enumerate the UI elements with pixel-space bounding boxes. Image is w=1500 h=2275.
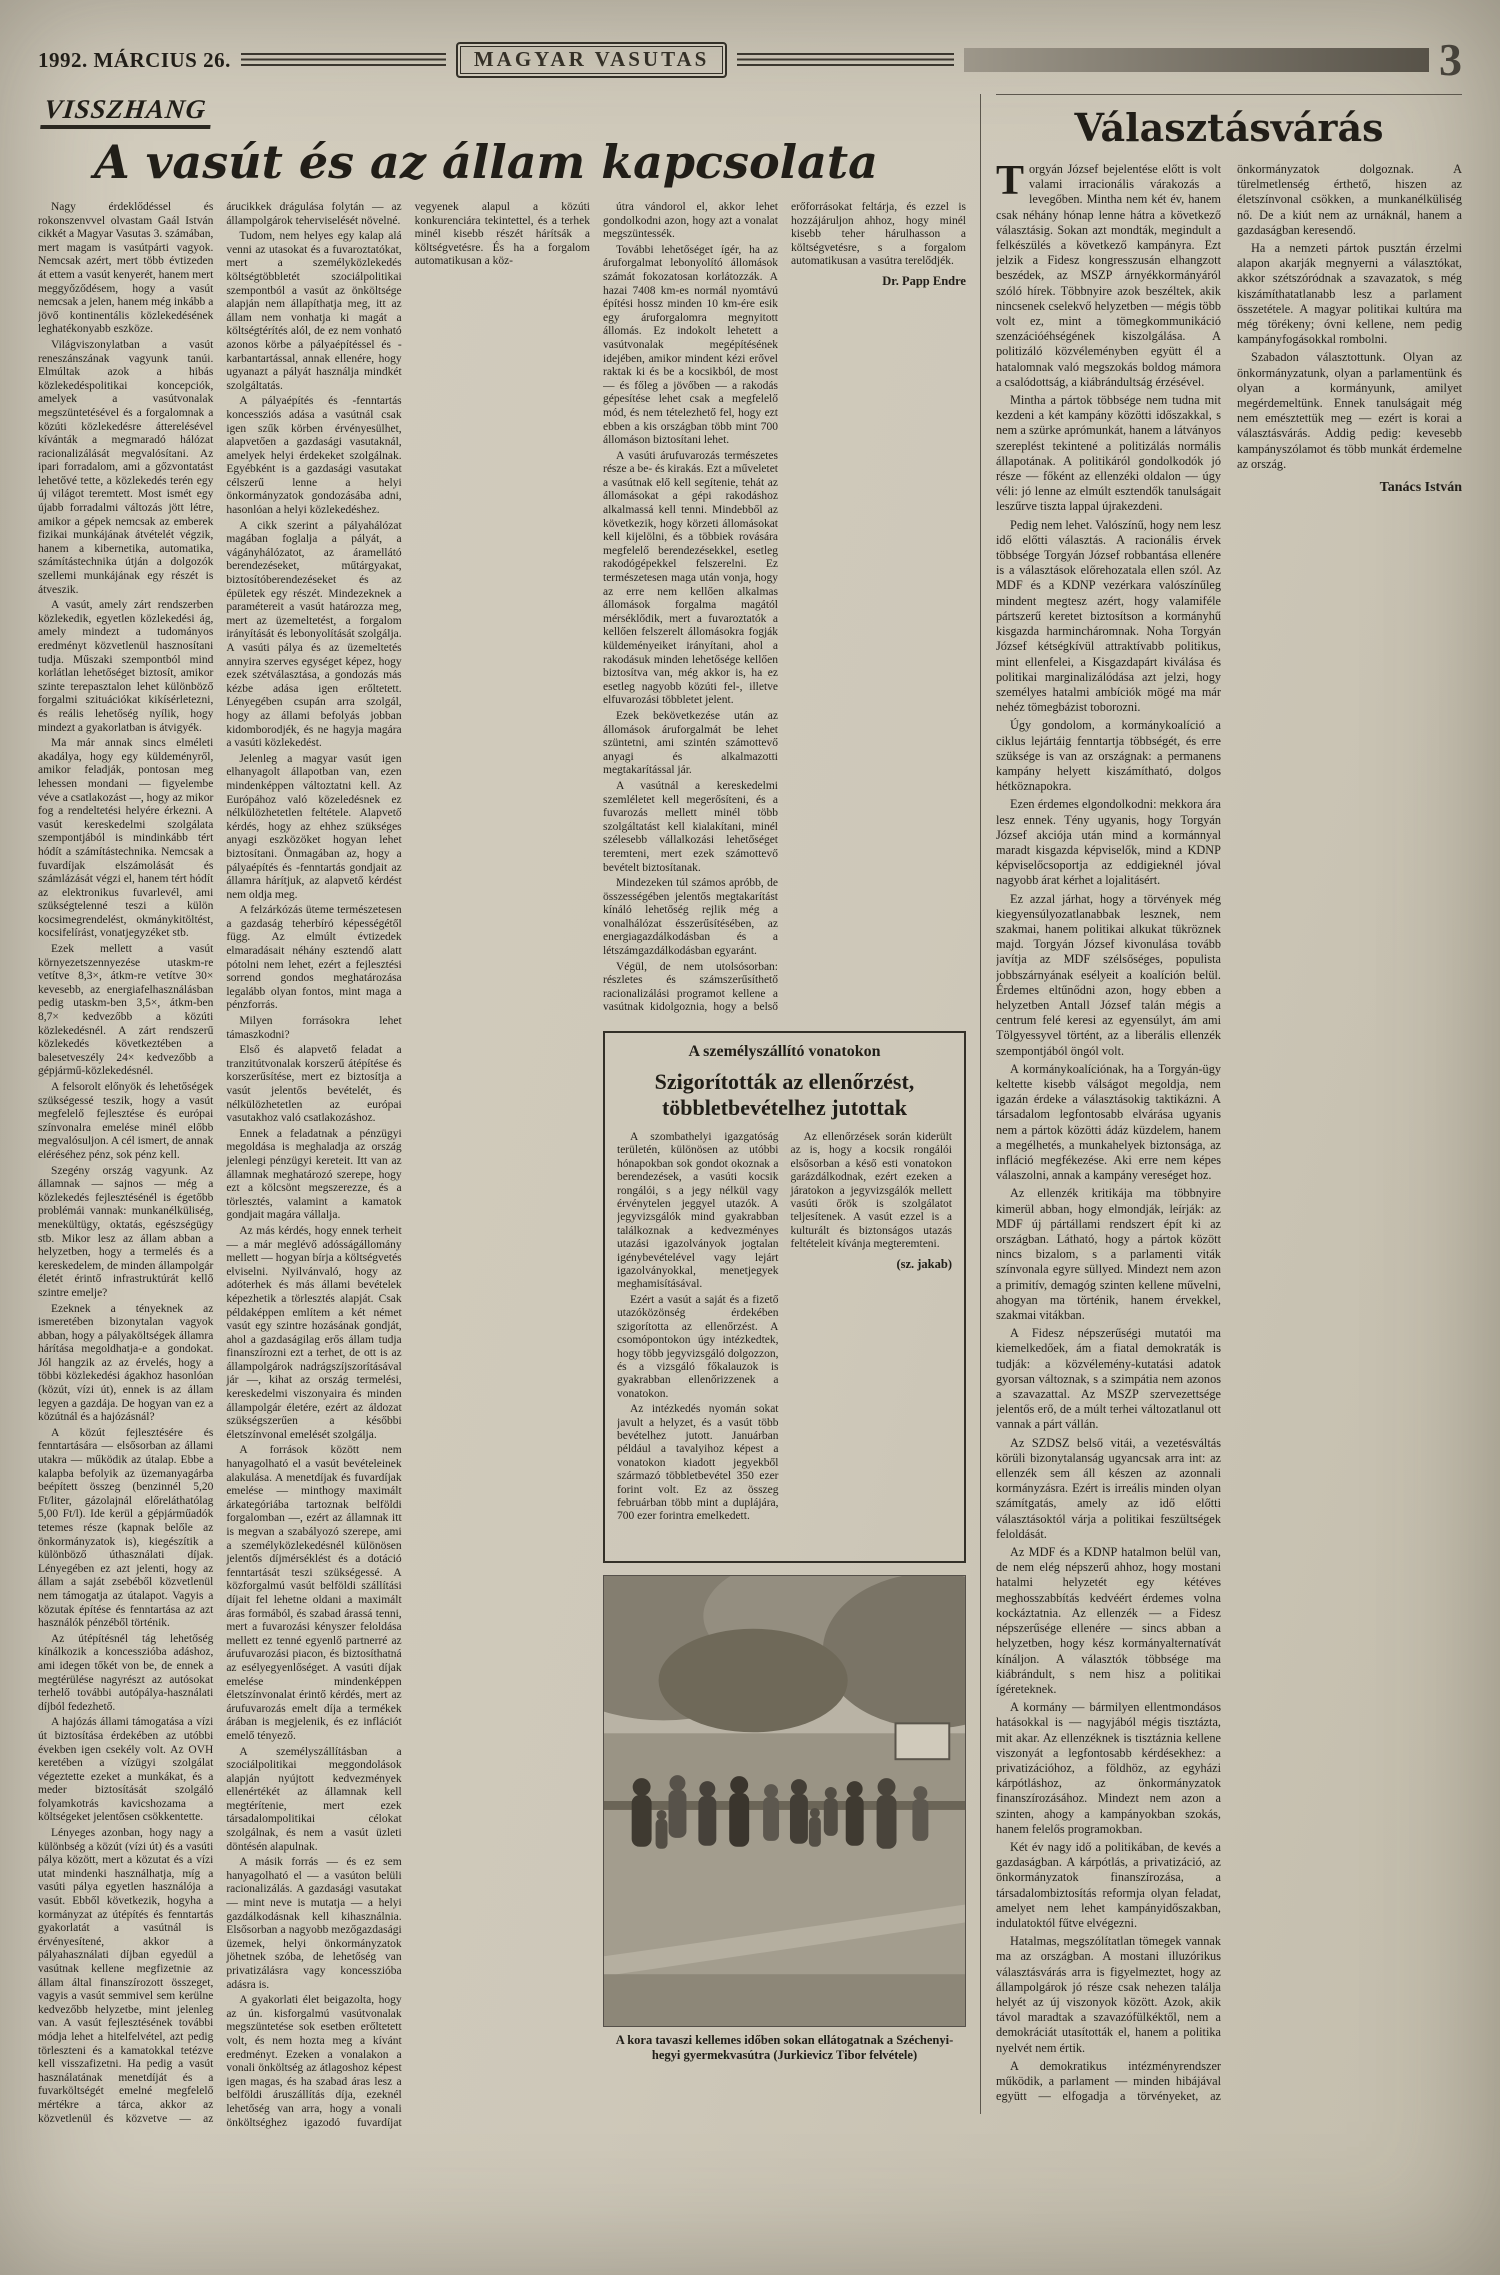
- paragraph: Hatalmas, megszólítatlan tömegek vannak ma az országban. A mostani illuzórikus választásvárás arra is figyelmeztet, hogy az állampolgárok jó része csak nehezen találja helyét az új viszonyok között. Azok, akik távol maradtak a szavazófülkéktől, nem a demokráciát utasították el, hanem a politika nyelvét nem értik.: [996, 1934, 1221, 2055]
- paragraph: Ennek a feladatnak a pénzügyi megoldása is meghaladja az ország jelenlegi pénzügyi kereteit. Itt van az államnak meghatározó szerepe, hogy ezt a kölcsönt megszerezze, és a törlesztés, valamint a kamatok gondjait magára vállalja.: [226, 1127, 402, 1222]
- photo-caption-text: A kora tavaszi kellemes időben sokan ellátogatnak a Széchenyi-hegyi gyermekvasútra: [615, 2033, 954, 2062]
- section-label: VISSZHANG: [40, 94, 214, 129]
- paragraph: Tudom, nem helyes egy kalap alá venni az utasokat és a fuvaroztatókat, mert a személyközlekedés költségtöbbletét szociálpolitikai szempontból a vasút az önköltsége alapján nem állapíthatja meg, itt az állam nem vonhatja ki magát a költségtérítés alól, de ez nem vonható azonos körbe a pályaépítéssel és -karbantartással, annak ellenére, hogy ugyanazt a pályát használja mindkét szolgáltatás.: [226, 230, 402, 392]
- paragraph: A kormány — bármilyen ellentmondásos hatásokkal is — nagyjából mégis tisztázta, mit akar. Az ellenzéknek is tisztáznia kellene viszonyát a legfontosabb kérdésekhez: a privatizációhoz, a földhöz, az egyházi kárpótláshoz, az önkormányzatok finanszírozásához. Mindezt nem azon a szinten, ahogy a kampányokban szokás, hanem felelős programokban.: [996, 1700, 1221, 1836]
- paragraph: A vasútnál a kereskedelmi szemléletet kell megerősíteni, és a fuvarozás mellett minél több szolgáltatást kell kialakítani, minél szélesebb vállalkozási lehetőséget teremteni, mert ezek számottevő bevételt biztosítanak.: [603, 779, 778, 874]
- election-article: [996, 94, 1462, 2264]
- paragraph: Ma már annak sincs elméleti akadálya, hogy egy küldeményről, amikor feladják, pontosan meg lehessen mondani — figyelembe véve a csatlakozást —, hogy az mikor fog a rendeltetési helyére érkezni. A vasút kereskedelmi szolgálata szempontjából is mindinkább tért hódít a számítástechnika. Nemcsak a fuvardíjak elszámolását és számlázását végzi el, hanem tért hódít az elektronikus fuvarlevél, ami szükségtelenné teszi a külön kocsimegrendelést, okmánykitöltést, kocsifelírást, vonatjegyzéket stb.: [38, 737, 214, 940]
- paragraph: A demokratikus intézményrendszer működik, a parlament — minden hibájával együtt — elfogadja a törvényeket, az önkormányzatok dolgoznak. A türelmetlenség érthető, hiszen az életszínvonal csökken, a munkanélküliség nő. De a kiút nem az urnáknál, hanem a gazdaságban keresendő.: [996, 162, 1462, 2104]
- paragraph: A közút fejlesztésére és fenntartására — elsősorban az állami utakra — működik az útalap. Ebbe a kalapba befolyik az üzemanyagárba beépített összeg (benzinnél 5,20 Ft/liter, gázolajnál előreláthatólag 5,00 Ft/l). Ide kerül a gépjárműadók tetemes része (kapnak belőle az önkormányzatok is), kiegészítik a különböző úthasználati díjak. Lényegében ez azt jelenti, hogy az állam a saját zsebéből közvetlenül nem támogatja az útalapot. Vagyis a közutak építése és fenntartása az azt használók pénzéből történik.: [38, 1426, 214, 1630]
- paragraph: Torgyán József bejelentése előtt is volt valami irracionális várakozás a levegőben. Mintha nem két év, hanem csak néhány hónap lenne hátra a következő választásig. Sokan azt mondták, megindult a felkészülés a következő kampányra. Ezt jelzik a Fidesz kongresszusán elhangzott beszédek, az MSZP árnyékkormányáról szóló hírek. Többnyire azok beszéltek, akik nincsenek cselekvő helyzetben — mégis több volt ez, mint a tömegkommunikáció szenzációéhségének kiszolgálása. A politizáló közvéleményben együtt él a hatalomnak való megszokás boldog mámora a csalódottság, a kiábrándultság érzésével.: [996, 162, 1221, 389]
- inspection-text: [617, 1131, 952, 1539]
- paragraph: Két év nagy idő a politikában, de kevés a gazdaságban. A kárpótlás, a privatizáció, az önkormányzatok finanszírozása, a társadalombiztosítás reformja olyan feladat, amelyet nem lehet kampányidőszakban, indulatoktól fűtve elvégezni.: [996, 1839, 1221, 1930]
- paragraph: Szegény ország vagyunk. Az államnak — sajnos — még a közlekedés fejlesztésénél is égetőbb problémái vannak: munkanélküliség, menekültügy, oktatás, egészségügy stb. Mikor lesz az állam abban a helyzetben, hogy a termelés és a kereskedelem, de minden állampolgár életét érintő infrastruktúrát kellő szintre emelje?: [38, 1164, 214, 1299]
- paragraph: Jelenleg a magyar vasút igen elhanyagolt állapotban van, ezen mindenképpen változtatni kell. Az Európához való közeledésnek ez nélkülözhetetlen feltétele. Alapvető kérdés, hogy az ehhez szükséges anyagi eszközöket hogyan lehet biztosítani. Önmagában az, hogy a pályaépítés és -fenntartás gondjait az államra hárítjuk, az alapvető kérdést nem oldja meg.: [226, 752, 402, 901]
- election-text: [996, 162, 1462, 2107]
- paragraph: Mindezeken túl számos apróbb, de összességében jelentős megtakarítást kínáló lehetőség rejlik még a vonalhálózat ésszerűsítésében, az energiagazdálkodásban és a létszámgazdálkodásban egyaránt.: [603, 877, 778, 958]
- paragraph: Milyen forrásokra lehet támaszkodni?: [226, 1015, 402, 1041]
- paragraph: A gyakorlati élet beigazolta, hogy az ún. kisforgalmú vasútvonalak megszüntetése sok esetben erőltetett volt, és nem hozta meg a kívánt eredményt. Ezeken a vonalakon a vonali önköltség az átlagoshoz képest igen magas, és ha szabad áras lesz a belföldi áruszállítás díja, ezeknél lehetőség van arra, hogy a vonali önköltséghez igazodó fuvardíjat vegyenek alapul a közúti konkurenciára tekintettel, és a terhek minél kisebb részét hárítsák a költségvetésre. És ha a forgalom automatikusan a köz-: [226, 201, 590, 2129]
- paragraph: Pedig nem lehet. Valószínű, hogy nem lesz idő előtti választás. A racionális érvek többsége Torgyán József robbantása ellenére is a választások előrehozatala ellen szól. Az MDF és a KDNP vezérkara valószínűleg mindent megtesz azért, hogy valamiféle pártszerű keretet biztosítson a kormányhű kisgazda harmincháromnak. Noha Torgyán József kétségkívül attraktívabb politikus, mint ellenfelei, a Kisgazdapárt kiválása és politikai marginalizálódása azt jelzi, hogy személyes hatalmi ambíciók mögé ma már nehéz tömegbázist toborozni.: [996, 517, 1221, 715]
- paragraph: A személyszállításban a szociálpolitikai meggondolások alapján nyújtott kedvezmények ellenértékét az államnak kell megtérítenie, mert ezek társadalompolitikai célokat szolgálnak, és nem a vasút üzleti döntésén alapulnak.: [226, 1745, 402, 1853]
- paragraph: A vasúti árufuvarozás természetes része a be- és kirakás. Ezt a műveletet a vasútnak elő kell segítenie, tehát az állomásokat a gépi rakodáshoz alkalmassá kell tenni. Mindebből az következik, hogy körzeti állomásokat kell kijelölni, és a többiek rovására megfelelő berendezésekkel, esetleg rakodógépekkel felszerelni. Ez természetesen maga után vonja, hogy az erre nem kellően alkalmas állomások forgalma magától mérséklődik, mert a fuvaroztatók a kellően felszerelt állomásokra fogják küldeményeiket irányítani, ahol a rakodásuk minden lehetősége kellően biztosítva van, még akkor is, ha ez esetleg nagyobb közúti fel-, illetve elfuvarozási többletet jelent.: [603, 449, 778, 707]
- paragraph: A Fidesz népszerűségi mutatói ma kiemelkedőek, ám a fiatal demokraták is tudják: a közvélemény-kutatási adatok gyorsan változnak, s a szimpátia nem azonos a szavazattal. Az MSZP szervezettsége jelentős erő, de a múlt terhei változatlanul ott vannak a párt vállán.: [996, 1326, 1221, 1432]
- header-bar: [964, 48, 1429, 72]
- paragraph: Nagy érdeklődéssel és rokonszenvvel olvastam Gaál István cikkét a Magyar Vasutas 3. számában, mert magam is vasútpárti vagyok. Nemcsak azért, mert több évtizeden át ettem a vasút kenyerét, hanem mert meggyőződésem, hogy a vasút nemcsak a jelen, hanem még inkább a jövő kontinentális közlekedésének leghatékonyabb eszköze.: [38, 201, 214, 336]
- paragraph: A vasút, amely zárt rendszerben közlekedik, egyetlen közlekedési ág, amely mindezt a tudományos eredményt közvetlenül hasznosítani tudja. Műszaki szempontból mind korlátlan lehetőséget biztosít, amikor szinte terepasztalon lehet különböző forgalmi szituációkat kikísérletezni, és reális lehetőség nyílik, hogy mindezt a gyakorlatban is átvigyék.: [38, 599, 214, 734]
- main-article-title: A vasút és az állam kapcsolata: [94, 135, 878, 189]
- paragraph: útra vándorol el, akkor lehet gondolkodni azon, hogy azt a vonalat megszüntessék.: [603, 201, 778, 241]
- inspection-article: [603, 1031, 966, 1563]
- photo-caption: [603, 2033, 966, 2063]
- page-content: [38, 94, 1462, 2264]
- paragraph: A források között nem hanyagolható el a vasút bevételeinek alakulása. A menetdíjak és fuvardíjak emelése — minthogy maximált árkategóriába tartoznak belföldi forgalomban —, ezért az államnak itt is megvan a szabályozó szerepe, ami a személyközlekedésnél különösen jelentős díjmérséklést és a dotáció fenntartását teszi szükségessé. A közforgalmú vasút belföldi szállítási díjait fel lehetne oldani a maximált áras formából, és szabad árassá tenni, mert a fuvarozási kényszer feloldása mellett ez tenné egyenlő partnerré az árufuvarozási piacon, és biztosíthatná az esélyegyenlőséget. A vasúti díjak emelése mindenképpen életszínvonalat érintő kérdés, mert az árufuvarozás emelt díja a termékek árában is megjelenik, és ez inflációt emelő tényező.: [226, 1444, 402, 1742]
- page-header: [38, 36, 1462, 84]
- paragraph: Az ellenzék kritikája ma többnyire kimerül abban, hogy elmondják, leírják: az MDF új pártállami rendszert épít ki az országban. Látható, hogy a pártok között nincs bizalom, s a parlamenti viták színvonala egyre süllyed. Mindezt nem azon a primitív, demagóg szinten kellene művelni, ahogyan ma történik, hanem érvekkel, szakmai vitákban.: [996, 1186, 1221, 1323]
- paragraph: Ha a nemzeti pártok pusztán érzelmi alapon akarják megnyerni a választókat, akkor szétszóródnak a szavazatok, s még kiszámíthatatlanabb lesz a parlament összetétele. A magyar politikai kultúra ma még törékeny; óvni kellene, nem pedig kampányfogásokkal rombolni.: [1237, 241, 1462, 347]
- paragraph: Az intézkedés nyomán sokat javult a helyzet, és a vasút több bevételhez jutott. Januárban például a tavalyihoz képest a vonatokon kiadott jegyekből származó többletbevétel 350 ezer forint volt. Ez az összeg februárban több mint a duplájára, 700 ezer forintra emelkedett.: [617, 1403, 779, 1523]
- paragraph: A pályaépítés és -fenntartás koncessziós adása a vasútnál csak igen szűk körben érvényesülhet, alapvetően a gazdasági vasutaknál, amelyek helyi érdekeket szolgálnak. Egyébként is a gazdasági vasutakat célszerű lenne a helyi önkormányzatok gondozásába adni, hasonlóan a helyi közlekedéshez.: [226, 395, 402, 517]
- issue-date: 1992. MÁRCIUS 26.: [38, 47, 231, 72]
- paragraph: A szombathelyi igazgatóság területén, különösen az utóbbi hónapokban sok gondot okoznak a berendezések, a vasúti kocsik rongálói, s a jegy nélkül vagy érvénytelen jeggyel utazók. A jegyvizsgálók mind gyakrabban találkoznak a kedvezményes utazási igazolványok jogtalan igénybevételével vagy lejárt igazolványokkal, menetjegyek meghamisításával.: [617, 1131, 779, 1291]
- paragraph: Ezért a vasút a saját és a fizető utazóközönség érdekében szigorította az ellenőrzést. A csomópontokon úgy intézkedtek, hogy több jegyvizsgáló dolgozzon, és a vizsgáló főkalauzok is gyakrabban ellenőrizzenek a vonatokon.: [617, 1293, 779, 1400]
- paragraph: A kormánykoalíciónak, ha a Torgyán-ügy keltette kisebb válságot megoldja, nem igazán érdeke a választásokig taktikázni. A társadalom legfontosabb elvárása ugyanis nem a pártok közötti ádáz küzdelem, hanem a megélhetés, a munkahelyek biztonsága, az infláció megfékezése. Aki erre nem képes válaszolni, annak a kampány vereséget hoz.: [996, 1061, 1221, 1183]
- main-article: [38, 94, 966, 2264]
- paragraph: További lehetőséget ígér, ha az áruforgalmat lebonyolító állomások számát fokozatosan korlátozzák. A hazai 7408 km-es normál nyomtávú építési hossz minden 10 km-ére esik egy áruforgalomra megnyitott állomás. Ez indokolt lehetett a vasútvonalak megépítésének idejében, amikor mindent kézi erővel raktak ki és be a kocsikból, de most — és főleg a jövőben — a rakodás gépesítése lehet csak a megfelelő mód, és nem tételezhető fel, hogy ezt ebben a kis országban több mint 700 állomáson biztosítani lehet.: [603, 243, 778, 447]
- paragraph: Lényeges azonban, hogy nagy a különbség a közút (vízi út) és a vasúti pálya között, mert a közutat és a vízi utat mindenki használhatja, míg a vasúti pálya egyetlen használója a vasút. Ebből következik, hogyha a kormányzat az útépítés és fenntartás gyakorlatát a vasútnál is érvényesítené, akkor a pályahasználati díjban egyedül a vasútnak kellene megfizetnie az állam által finanszírozott összeget, vagyis a vasút semmivel sem kerülne kedvezőbb helyzetbe, mint jelenleg van. A vasút fejlesztésének további módja lehet a hitelfelvétel, azt pedig törleszteni és a kamatokkal tetézve kell visszafizetni. Ha pedig a vasút használatának menetdíját és a fuvarköltségét emelné megfelelő mértékre a tárca, akkor az közvetlenül és közvetve — az árucikkek drágulása folytán — az állampolgárok teherviselését növelné.: [38, 201, 402, 2125]
- paragraph: Ezeknek a tényeknek az ismeretében bizonytalan vagyok abban, hogy a pályaköltségek államra hárítása megoldhatja-e a gondokat. Jól hangzik az az érvelés, hogy a többi közlekedési ágakhoz hasonlóan (közút, vízi út), ennek is az állam legyen a gazdája. De hogyan van ez a közútnál és a hajózásnál?: [38, 1302, 214, 1424]
- paragraph: Világviszonylatban a vasút reneszánszának vagyunk tanúi. Elmúltak azok a hibás közlekedéspolitikai koncepciók, amelyek a vasútvonalak megszüntetésével és a forgalomnak a közúti közlekedésre átterelésével kívánták a megmaradó hálózat racionalizálását megvalósítani. Az ipari forradalom, ami a gőzvontatást lehetővé tette, a közlekedés terén egy új világot teremtett. Most ismét egy újabb forradalmi változás jött létre, amikor a gépek nemcsak az emberek fizikai munkájának átvételét végzik, hanem a kibernetika, automatika, számítástechnika útján a dolgozók szellemi munkájának egy részét is átveszik.: [38, 338, 214, 596]
- main-article-right-area: [603, 201, 966, 2131]
- header-stripes-right: [737, 53, 954, 67]
- inspection-columns: [617, 1131, 952, 1539]
- paragraph: Ez azzal járhat, hogy a törvények még kiegyensúlyozatlanabbak lesznek, nem szakmai, hanem politikai alkukat tükröznek majd. Torgyán József kivonulása tovább javítja az MDF szélsőséges, populista jobbszárnyának esélyeit a koalíción belül. Érdemes eltűnődni azon, hogy ebben a helyzetben Antall József talán mégis a centrum felé keresi az egyensúlyt, ám ami Tölgyessyvel történt, az a liberális ellenzék szempontjából öngól volt.: [996, 891, 1221, 1058]
- paragraph: Az SZDSZ belső vitái, a vezetésváltás körüli bizonytalanság ugyancsak arra int: az ellenzék sem áll készen az azonnali kormányzásra. Ezért is irreális minden olyan számítgatás, amely az idő előtti választásoktól várja a politikai feszültségek feloldását.: [996, 1435, 1221, 1541]
- election-columns: [996, 162, 1462, 2107]
- paragraph: A másik forrás — és ez sem hanyagolható el — a vasúton belüli racionalizálás. A gazdasági vasutakat — mint neve is mutatja — a helyi gazdálkodásnak kell kihasználnia. Elsősorban a nagyobb mezőgazdasági üzemek, helyi önkormányzatok jöhetnek szóba, de lehetőség van privatizálásra vagy koncesszióba adásra is.: [226, 1856, 402, 1991]
- page-number: 3: [1439, 34, 1462, 86]
- paragraph: Mintha a pártok többsége nem tudna mit kezdeni a két kampány közötti időszakkal, s nem a szürke aprómunkát, hanem a látványos szereplést tekintené a politizálás normális állapotának. A politikáról gondolkodók jó része — főként az ellenzéki oldalon — úgy véli: jó lenne az elmúlt esztendők tanulságait leszűrve tiszta lappal újrakezdeni.: [996, 393, 1221, 514]
- inspection-kicker: A személyszállító vonatokon: [688, 1043, 881, 1060]
- inspection-title: Szigorították az ellenőrzést, többletbevételhez jutottak: [654, 1069, 915, 1120]
- main-article-part2-text: [603, 201, 966, 1019]
- paragraph: Az más kérdés, hogy ennek terheit — a már meglévő adósságállomány mellett — hogyan bírja a költségvetés elviselni. Nyilvánvaló, hogy az adóterhek és más állami bevételek képezhetik a törlesztés alapját. Csak példaképpen említem a két német vasút egy szintre hozásának gondját, ahol a gazdaságilag erős állam tudja finanszírozni ezt a terhet, de ott is az állampolgárok nadrágszíjszorításával jár —, kihat az ország termelési, kereskedelmi viszonyaira és minden állampolgár életére, ezért az áldozat szükségszerűen a későbbi életszínvonal emelését szolgálja.: [226, 1224, 402, 1441]
- column-divider: [980, 94, 981, 2114]
- paragraph: Első és alapvető feladat a tranzitútvonalak korszerű átépítése és korszerűsítése, mert ez biztosítja a vasút jelentős bevételét, és nélkülözhetetlen az európai vasutakhoz való csatlakozáshoz.: [226, 1044, 402, 1125]
- photo-credit: (Jurkievicz Tibor felvétele): [773, 2048, 918, 2062]
- photo: [603, 1575, 966, 2027]
- paragraph: A felsorolt előnyök és lehetőségek szükségessé teszik, hogy a vasút megfelelő fejlesztése és európai színvonalra emelése minél előbb megvalósuljon. A cél ismert, de annak eléréséhez pénz, sok pénz kell.: [38, 1081, 214, 1161]
- paragraph: Ezen érdemes elgondolkodni: mekkora ára lesz ennek. Tény ugyanis, hogy Torgyán József akciója után mind a kormánnyal maradt kisgazda képviselők, mind a KDNP képviselőcsoportja az eddigieknél jóval nagyobb árat kérhet a lojalitásért.: [996, 797, 1221, 888]
- paragraph: Végül, de nem utolsósorban: részletes és számszerűsíthető racionalizálási programot kellene a vasútnak kidolgoznia, hogy a belső erőforrásokat feltárja, és ezzel is hozzájáruljon ahhoz, hogy minél kisebb teher hárulhasson a költségvetésre, s a forgalom automatikusan a vasútra terelődjék.: [603, 201, 966, 1014]
- paragraph: Ezek mellett a vasút környezetszennyezése utaskm-re vetítve 8,3×, átkm-re vetítve 30× kevesebb, az energiafelhasználásban pedig utaskm-ben 3,5×, átkm-ben 8,7× kedvezőbb a közúti közlekedésnél. A zárt rendszerű közlekedés következtében a balesetveszély 24× kedvezőbb a gépjármű-közlekedésnél.: [38, 943, 214, 1078]
- paragraph: A felzárkózás üteme természetesen a gazdaság teherbíró képességétől függ. Az elmúlt évtizedek elmaradásait néhány esztendő alatt pótolni nem lehet, ezért a fejlesztési sorrend gondos meghatározása legalább olyan fontos, mint maga a pénzforrás.: [226, 904, 402, 1012]
- paragraph: A hajózás állami támogatása a vízi út biztosítása érdekében az utóbbi években igen csekély volt. Az OVH keretében a vízügyi szolgálat végeztette ezeket a munkákat, és a meder biztosítását szolgáló folyamkotrás kavicshozama a költségeket jelentősen csökkentette.: [38, 1716, 214, 1824]
- paragraph: Úgy gondolom, a kormánykoalíció a ciklus lejártáig fenntartja többségét, és erre szüksége is van az országnak: a permanens kampány helyett kiszámítható, dolgos hétköznapokra.: [996, 718, 1221, 794]
- paragraph: Az útépítésnél tág lehetőség kínálkozik a koncesszióba adáshoz, ami idegen tőkét von be, de ennek a megtérülése nagyrészt az autósokat terhelő további autópálya-használati díjból fedezhető.: [38, 1632, 214, 1713]
- main-article-body: [38, 201, 966, 2131]
- paragraph: Szabadon választottunk. Olyan az önkormányzatunk, olyan a parlamentünk és olyan a kormányunk, amilyet megérdemeltünk. Ennek tanulságait még nem emésztettük meg — ezért is korai a választásvárás. Addig pedig: kevesebb kampányszólamot és több munkát érdemelne az ország.: [1237, 350, 1462, 471]
- main-article-columns-4-5: [603, 201, 966, 1019]
- main-article-columns-1-3: [38, 201, 590, 2131]
- header-stripes-left: [241, 53, 446, 67]
- photo-illustration: [604, 1576, 965, 2026]
- election-title: Választásvárás: [1074, 105, 1384, 150]
- paragraph: Az MDF és a KDNP hatalmon belül van, de nem elég népszerű ahhoz, hogy mostani hatalmi helyzetét egy kétéves meghosszabbítás kedvéért érdemes volna kockáztatnia. Az ellenzék — a Fidesz népszerűsége ellenére — sincs abban a helyzetben, hogy kész kormányalternatívát kínáljon. A választók többsége ma kiábrándult, s nem hisz a politikai ígéreteknek.: [996, 1545, 1221, 1696]
- paragraph: Ezek bekövetkezése után az állomások áruforgalmát be lehet szüntetni, ami szintén számottevő anyagi és alkalmazotti megtakarítással jár.: [603, 709, 778, 777]
- main-article-byline: Dr. Papp Endre: [882, 273, 966, 288]
- masthead-title: MAGYAR VASUTAS: [456, 42, 728, 78]
- election-byline: Tanács István: [1379, 480, 1462, 496]
- paragraph: A cikk szerint a pályahálózat magában foglalja a pályát, a vágányhálózatot, az áramellátó berendezéseket, műtárgyakat, biztosítóberendezéseket és az épületek egy részét. Mindezeknek a paramétereit a vasút határozza meg, mert az üzemeltetést, a forgalom irányítását és lebonyolítását szolgálja. A vasúti pálya és az üzemeltetés annyira szerves egységet képez, hogy ezek szétválasztása, a gondozás más kézbe adása igen erőltetett. Lényegében csupán arra szolgál, hogy az állami befolyás jobban kidomborodjék, és ne hagyja magára a vasúti közlekedést.: [226, 519, 402, 750]
- paragraph: Az ellenőrzések során kiderült az is, hogy a kocsik rongálói elsősorban a késő esti vonatokon garázdálkodnak, ezért ezeken a járatokon a jegyvizsgálók mellett vasúti őrök is szolgálatot teljesítenek. A vasút ezzel is a kulturált és biztonságos utazás feltételeit kívánja megteremteni.: [790, 1131, 952, 1251]
- inspection-byline: (sz. jakab): [896, 1256, 952, 1271]
